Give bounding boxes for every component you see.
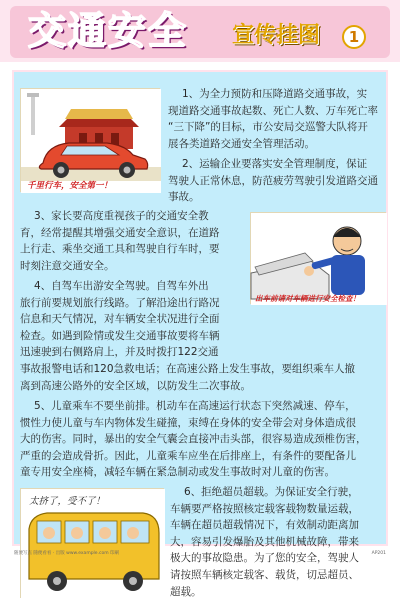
- paragraph-6-line-7: 超载。: [170, 585, 202, 598]
- footer-code: AP201: [371, 551, 386, 556]
- paragraph-4-line-2: 旅行前要规划旅行线路。了解沿途出行路况: [20, 296, 220, 309]
- paragraph-6-line-1: 6、拒绝超员超载。为保证安全行驶，: [184, 486, 359, 498]
- mechanic-caption: 出车前请对车辆进行安全检查！: [255, 294, 360, 303]
- paragraph-3-line-4: 时刻注意交通安全。: [20, 259, 115, 272]
- paragraph-6-line-4: 大，容易引发爆胎及其他机械故障，带来: [170, 535, 359, 548]
- paragraph-1-line-3: “三下降”的目标，市公安局交巡警大队将开: [168, 121, 368, 134]
- paragraph-3: [20, 208, 250, 274]
- paragraph-5-line-4: 严重的会造成骨折。因此，儿童乘车应坐在后排座上，有条件的要配备儿: [20, 449, 356, 462]
- paragraph-4-line-3: 信息和天气情况，对车辆安全状况进行全面: [20, 313, 220, 326]
- paragraph-5-line-3: 大的伤害。同时，暴出的安全气囊会直接冲击头部，很容易造成颈椎伤害，: [20, 433, 367, 446]
- bus-illustration: [20, 488, 164, 598]
- paragraph-4-line-1: 4、自驾车出游安全驾驶。自驾车外出: [34, 280, 209, 292]
- paragraph-3-line-2: 育，经常提醒其增强交通安全意识，在道路: [20, 226, 220, 239]
- paragraph-1-line-2: 现道路交通事故起数、死亡人数、万车死亡率: [168, 104, 378, 117]
- paragraph-6-line-6: 请按照车辆核定载客、载货，切忌超员、: [170, 568, 359, 581]
- paragraph-2-line-1: 2、运输企业要落实安全管理制度，保证: [182, 158, 368, 170]
- paragraph-3-line-3: 上行走、乘坐交通工具和驾驶自行车时，要: [20, 243, 220, 256]
- paragraph-5-line-5: 童专用安全座椅，减轻车辆在紧急制动或发生事故时对儿童的伤害。: [20, 466, 335, 479]
- poster-subtitle: 宣传挂图: [232, 23, 321, 48]
- paragraph-1-line-4: 展各类道路交通安全管理活动。: [168, 137, 315, 150]
- paragraph-4-line-6: 事故报警电话和120急救电话；在高速公路上发生事故，要组织乘车人撤: [20, 362, 356, 375]
- paragraph-1: [168, 86, 388, 152]
- car-caption: 千里行车，安全第一！: [27, 181, 113, 191]
- poster-number-badge: 1: [342, 25, 366, 49]
- footer-publisher: 随便写点 随便看看 · 出版 www.example.com 印刷: [14, 551, 120, 556]
- paragraph-5-line-1: 5、儿童乘车不要坐前排。机动车在高速运行状态下突然减速、停车，: [34, 400, 356, 412]
- paragraph-4: [20, 278, 386, 394]
- paragraph-6: [170, 484, 388, 600]
- paragraph-3-line-1: 3、家长要高度重视孩子的交通安全教: [34, 210, 209, 222]
- paragraph-5-line-2: 惯性力使儿童与车内物体发生碰撞，束缚在身体的安全带会对身体造成很: [20, 416, 356, 429]
- header: [0, 0, 400, 62]
- bus-speech-bubble: 太挤了，受不了！: [29, 496, 106, 507]
- paragraph-2-line-3: 事故。: [168, 191, 200, 204]
- paragraph-4-line-4: 检查。如遇到险情或发生交通事故要将车辆: [20, 329, 220, 342]
- paragraph-4-line-7: 离到高速公路外的安全区域，以防发生二次事故。: [20, 379, 251, 392]
- paragraph-6-line-5: 极大的事故隐患。为了您的安全，驾驶人: [170, 552, 359, 565]
- car-drawing-icon: [21, 89, 161, 193]
- paragraph-4-line-5: 迅速驶到右侧路肩上，并及时拨打122交通: [20, 346, 219, 359]
- paragraph-6-line-3: 车辆在超员超载情况下，有效制动距离加: [170, 519, 359, 532]
- paragraph-2-line-2: 驾驶人正常休息，防范疲劳驾驶引发道路交通: [168, 174, 378, 187]
- paragraph-1-line-1: 1、为全力预防和压降道路交通事故，实: [182, 88, 368, 100]
- paragraph-5: [20, 398, 386, 481]
- paragraph-2: [168, 156, 388, 206]
- poster-title: 交通安全: [28, 9, 189, 53]
- car-illustration: [20, 88, 160, 192]
- paragraph-6-line-2: 车辆要严格按照核定载客载物数量运载，: [170, 502, 359, 515]
